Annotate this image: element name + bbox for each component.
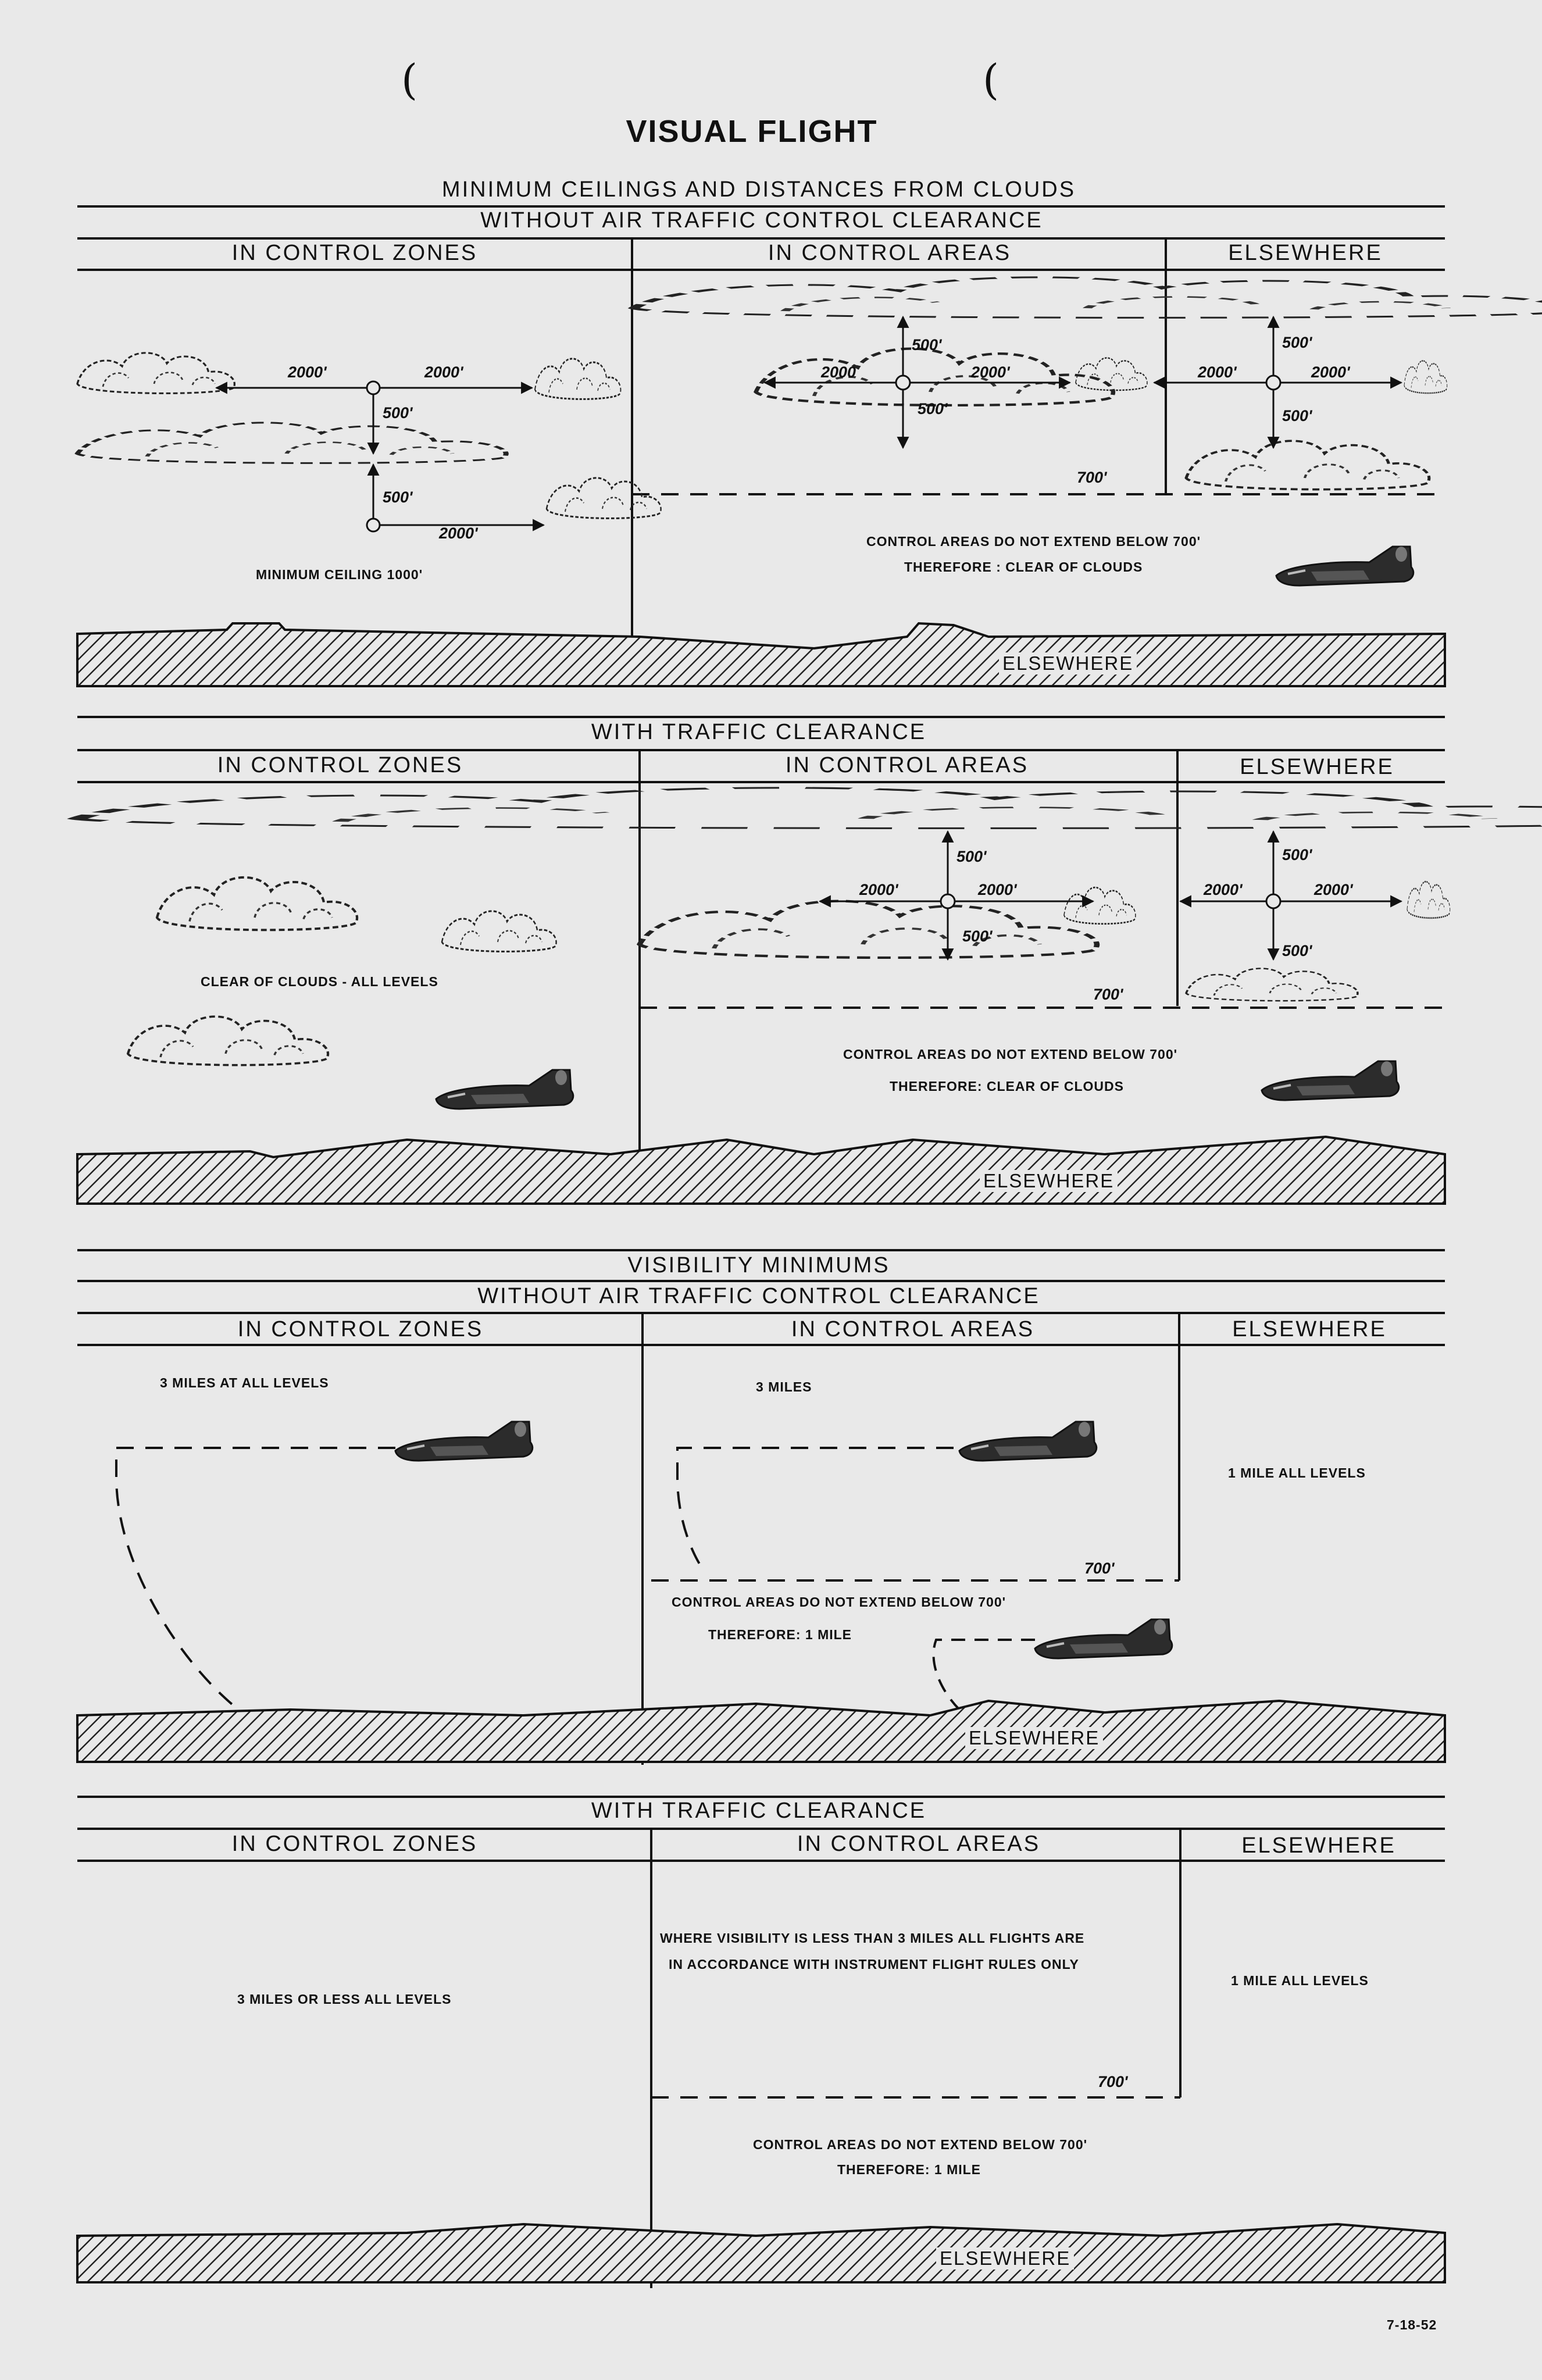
area-note-line1: CONTROL AREAS DO NOT EXTEND BELOW 700' [843, 1047, 1178, 1062]
column-header-elsewhere: ELSEWHERE [1232, 1317, 1387, 1341]
column-header-zones: IN CONTROL ZONES [217, 753, 463, 777]
area-note-line1: CONTROL AREAS DO NOT EXTEND BELOW 700' [753, 2137, 1088, 2152]
column-header-elsewhere: ELSEWHERE [1228, 241, 1383, 265]
dimension-label: 500' [956, 848, 987, 865]
area-note-line1: CONTROL AREAS DO NOT EXTEND BELOW 700' [672, 1594, 1006, 1610]
dimension-label: 2000' [1198, 363, 1237, 381]
altitude-label: 700' [1093, 986, 1123, 1003]
column-header-elsewhere: ELSEWHERE [1241, 1833, 1396, 1858]
dimension-label: 2000' [859, 881, 898, 898]
column-header-zones: IN CONTROL ZONES [231, 241, 478, 265]
dimension-label: 500' [962, 927, 993, 945]
ground-label: ELSEWHERE [999, 652, 1137, 675]
area-note-line1: CONTROL AREAS DO NOT EXTEND BELOW 700' [866, 534, 1201, 549]
subsection-heading: WITH TRAFFIC CLEARANCE [591, 1799, 927, 1823]
area-note-line2: THEREFORE : CLEAR OF CLOUDS [904, 559, 1143, 575]
section-heading: MINIMUM CEILINGS AND DISTANCES FROM CLOUDS [441, 177, 1076, 202]
dimension-label: 500' [1282, 942, 1312, 959]
area-note-line2: THEREFORE: 1 MILE [837, 2162, 981, 2177]
corner-mark: ( [983, 55, 1000, 104]
subsection-heading: WITHOUT AIR TRAFFIC CONTROL CLEARANCE [477, 1284, 1040, 1308]
dimension-label: 500' [1282, 846, 1312, 863]
ground-label: ELSEWHERE [936, 2247, 1074, 2270]
zone-note: 3 MILES AT ALL LEVELS [160, 1375, 329, 1390]
dimension-label: 2000 [821, 363, 856, 381]
dimension-label: 500' [1282, 407, 1312, 424]
altitude-label: 700' [1084, 1560, 1115, 1577]
dimension-label: 2000' [971, 363, 1010, 381]
column-header-areas: IN CONTROL AREAS [768, 241, 1012, 265]
dimension-label: 2000' [288, 363, 327, 381]
dimension-label: 2000' [1311, 363, 1350, 381]
zone-note: CLEAR OF CLOUDS - ALL LEVELS [201, 974, 438, 989]
corner-mark: ( [401, 55, 418, 104]
ground-label: ELSEWHERE [965, 1727, 1103, 1749]
altitude-label: 700' [1098, 2073, 1128, 2090]
dimension-label: 2000' [1204, 881, 1243, 898]
ground-label: ELSEWHERE [980, 1170, 1118, 1192]
column-header-zones: IN CONTROL ZONES [231, 1832, 478, 1856]
elsewhere-note: 1 MILE ALL LEVELS [1231, 1973, 1369, 1988]
dimension-label: 2000' [978, 881, 1017, 898]
page-title: VISUAL FLIGHT [626, 114, 878, 149]
dimension-label: 500' [1282, 334, 1312, 351]
dimension-label: 2000' [439, 524, 478, 542]
dimension-label: 2000' [424, 363, 463, 381]
area-note-line2: IN ACCORDANCE WITH INSTRUMENT FLIGHT RULES ONLY [669, 1957, 1079, 1972]
column-header-elsewhere: ELSEWHERE [1240, 755, 1394, 779]
date-code: 7-18-52 [1387, 2317, 1437, 2332]
zone-note: MINIMUM CEILING 1000' [256, 567, 423, 582]
zone-note: 3 MILES OR LESS ALL LEVELS [237, 1992, 452, 2007]
elsewhere-note: 1 MILE ALL LEVELS [1228, 1465, 1366, 1480]
dimension-label: 500' [383, 404, 413, 422]
altitude-label: 700' [1077, 469, 1107, 486]
section-heading: VISIBILITY MINIMUMS [627, 1253, 890, 1278]
subsection-heading: WITHOUT AIR TRAFFIC CONTROL CLEARANCE [480, 208, 1043, 233]
area-note-line2: THEREFORE: 1 MILE [708, 1627, 852, 1642]
column-header-areas: IN CONTROL AREAS [797, 1832, 1041, 1856]
column-header-zones: IN CONTROL ZONES [237, 1317, 484, 1341]
column-header-areas: IN CONTROL AREAS [785, 753, 1029, 777]
subsection-heading: WITH TRAFFIC CLEARANCE [591, 720, 927, 744]
dimension-label: 2000' [1314, 881, 1353, 898]
area-note-line2: THEREFORE: CLEAR OF CLOUDS [890, 1079, 1124, 1094]
area-note-line1: WHERE VISIBILITY IS LESS THAN 3 MILES ALL FLIGHTS ARE [660, 1931, 1085, 1946]
dimension-label: 500' [383, 488, 413, 506]
area-note: 3 MILES [756, 1379, 812, 1394]
dimension-label: 500' [912, 336, 942, 354]
column-header-areas: IN CONTROL AREAS [791, 1317, 1035, 1341]
dimension-label: 500' [918, 400, 948, 418]
